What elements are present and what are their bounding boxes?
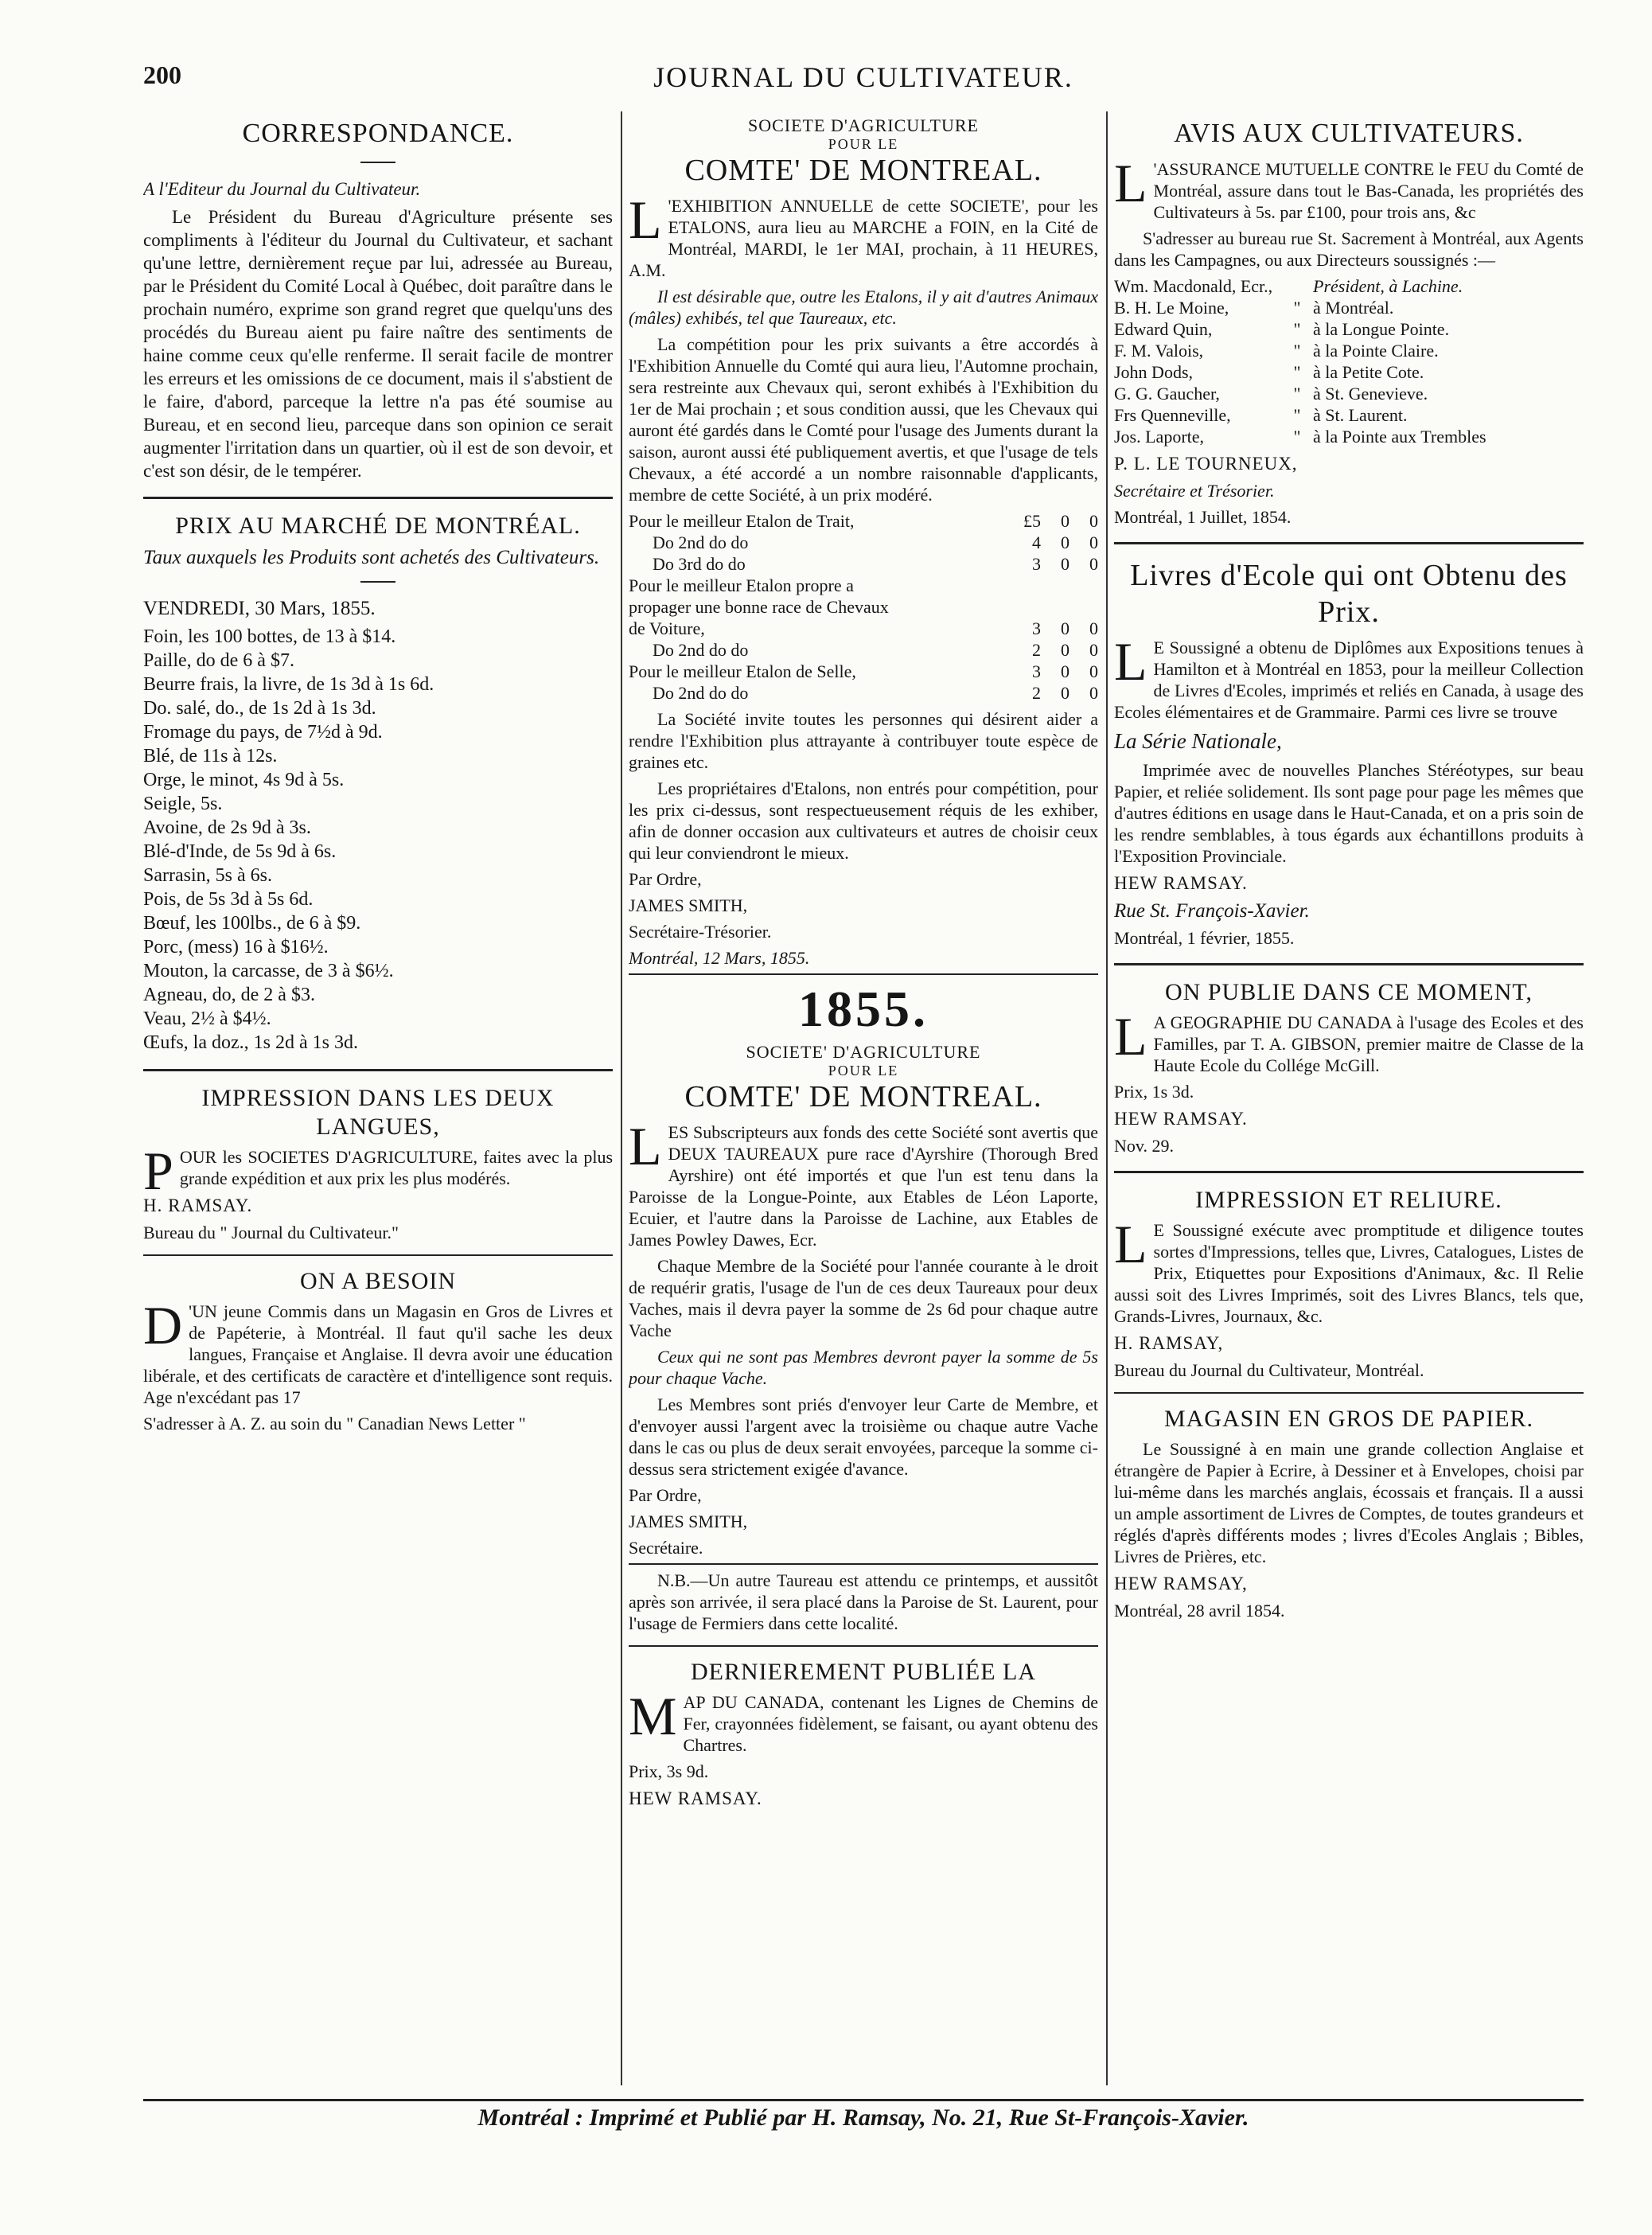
dash-divider	[360, 162, 395, 163]
prize-shillings: 0	[1061, 511, 1070, 531]
signature: HEW RAMSAY.	[629, 1788, 762, 1808]
list-item	[1114, 318, 1584, 340]
notice-paragraph: Les propriétaires d'Etalons, non entrés pour compétition, pour les prix ci-dessus, sont respectueusement réquis de les exhiber, afin de donner occasion aux cultivateurs et autres de choisir ceux qui leur conviendront le mieux.	[629, 778, 1098, 863]
notice-paragraph: ES Subscripteurs aux fonds des cette Société sont avertis que DEUX TAUREAUX pure race d'Ayrshire (Thorough Bred Ayrshire) ont été importés et que l'un est tenu dans la Paroisse de la Longue-Pointe, aux Etables de Léon Laporte, Ecuier, et l'autre dans la Paroisse de Lachine, aux Etables de James Powley Dawes, Ecr.	[629, 1122, 1098, 1250]
signature: HEW RAMSAY,	[1114, 1574, 1248, 1593]
price-item: Porc, (mess) 16 à $16½.	[143, 937, 329, 958]
drop-cap: L	[1114, 153, 1147, 213]
ditto-mark: "	[1293, 405, 1301, 425]
address-line: Rue St. François-Xavier.	[1114, 900, 1310, 922]
printing-ad	[143, 1084, 613, 1243]
section-title: COMTE' DE MONTREAL.	[684, 154, 1042, 187]
ad-date: Montréal, 28 avril 1854.	[1114, 1601, 1285, 1621]
list-item	[1114, 297, 1584, 318]
section-title: PRIX AU MARCHÉ DE MONTRÉAL.	[175, 513, 581, 539]
section-separator	[629, 973, 1098, 975]
section-title: COMTE' DE MONTREAL.	[684, 1080, 1042, 1114]
director-place: à St. Laurent.	[1313, 405, 1408, 425]
bulls-notice	[629, 1042, 1098, 1634]
price-item: Foin, les 100 bottes, de 13 à $14.	[143, 626, 396, 647]
price-list	[143, 625, 613, 1055]
pour-le: POUR LE	[828, 1063, 899, 1078]
price-item: Orge, le minot, 4s 9d à 5s.	[143, 770, 345, 790]
prize-pounds: 4	[1032, 532, 1041, 552]
ditto-mark: "	[1293, 362, 1301, 382]
section-separator	[143, 1069, 613, 1071]
page-number: 200	[143, 60, 181, 89]
director-name: B. H. Le Moine,	[1114, 298, 1229, 318]
ad-body: Le Soussigné à en main une grande collection Anglaise et étrangère de Papier à Ecrire, à Dessiner et à Envelopes, choisi par lui-même dans les marchés anglais, écossais et français. Il a aussi un ample assortiment de Livres de Comptes, de toutes grandeurs et réglés d'après différents modes ; livres d'Ecoles Anglais ; Bibles, Livres de Prières, etc.	[1114, 1439, 1584, 1566]
price-item: Sarrasin, 5s à 6s.	[143, 865, 272, 886]
section-separator	[629, 1563, 1098, 1565]
fire-insurance-notice	[1114, 117, 1584, 528]
market-date: VENDREDI, 30 Mars, 1855.	[143, 598, 376, 619]
section-title: ON PUBLIE DANS CE MOMENT,	[1165, 979, 1533, 1005]
ad-body: OUR les SOCIETES D'AGRICULTURE, faites avec la plus grande expédition et aux prix les plus modérés.	[179, 1147, 613, 1188]
prize-pence: 0	[1089, 618, 1098, 638]
table-row	[629, 553, 1098, 575]
contact-line: S'adresser à A. Z. au soin du " Canadian News Letter "	[143, 1414, 526, 1433]
prize-table	[629, 510, 1098, 704]
ditto-mark: "	[1293, 384, 1301, 404]
director-place: à Montréal.	[1313, 298, 1394, 318]
drop-cap: L	[629, 189, 662, 250]
drop-cap: L	[1114, 1214, 1147, 1274]
price-item: Blé-d'Inde, de 5s 9d à 6s.	[143, 841, 337, 862]
column-left	[143, 115, 613, 2081]
list-item	[1114, 361, 1584, 383]
prize-label: Do 2nd do do	[653, 683, 749, 703]
drop-cap: P	[143, 1141, 173, 1201]
journal-title: JOURNAL DU CULTIVATEUR.	[653, 61, 1073, 93]
market-prices	[143, 512, 613, 1055]
directors-list	[1114, 275, 1584, 447]
series-title: La Série Nationale,	[1114, 729, 1282, 753]
drop-cap: D	[143, 1295, 183, 1355]
prize-pence: 0	[1089, 532, 1098, 552]
director-name: Frs Quenneville,	[1114, 405, 1231, 425]
section-title: ON A BESOIN	[299, 1268, 457, 1294]
ditto-mark: "	[1293, 427, 1301, 447]
prize-shillings: 0	[1061, 618, 1070, 638]
table-row	[629, 639, 1098, 661]
table-row	[629, 661, 1098, 682]
table-row	[629, 532, 1098, 553]
table-row	[629, 575, 1098, 639]
map-ad	[629, 1658, 1098, 1810]
clerk-wanted-ad	[143, 1267, 613, 1434]
par-ordre: Par Ordre,	[629, 869, 702, 889]
director-name: G. G. Gaucher,	[1114, 384, 1220, 404]
section-separator	[1114, 1171, 1584, 1173]
prize-pence: 0	[1089, 640, 1098, 660]
prize-pounds: 3	[1032, 618, 1041, 638]
section-separator	[1114, 542, 1584, 544]
drop-cap: L	[1114, 631, 1147, 692]
prize-pence: 0	[1089, 683, 1098, 703]
signature: P. L. LE TOURNEUX,	[1114, 454, 1298, 474]
list-item	[1114, 426, 1584, 447]
school-books-ad	[1114, 557, 1584, 949]
signature-title: Secrétaire et Trésorier.	[1114, 481, 1275, 501]
binding-ad	[1114, 1186, 1584, 1381]
signature: HEW RAMSAY.	[1114, 873, 1248, 893]
ad-body: Imprimée avec de nouvelles Planches Stéréotypes, sur beau Papier, et reliée solidement. Ils sont page pour page les mêmes que d'autres éditions en usage dans le Haut-Canada, et on a pris soin de les rendre semblables, à tous égards aux échantillons produits à l'Exposition Provinciale.	[1114, 760, 1584, 866]
dash-divider	[360, 581, 395, 583]
price-item: Mouton, la carcasse, de 3 à $6½.	[143, 961, 394, 981]
prize-pounds: £5	[1023, 511, 1041, 531]
office-line: Bureau du Journal du Cultivateur, Montréal.	[1114, 1360, 1424, 1380]
prize-pence: 0	[1089, 511, 1098, 531]
section-supertitle: SOCIETE' D'AGRICULTURE	[746, 1042, 981, 1062]
prize-pounds: 2	[1032, 683, 1041, 703]
notice-paragraph: Les Membres sont priés d'envoyer leur Carte de Membre, et d'envoyer aussi l'argent avec la troisième ou chaque autre Vache dans le cas ou plus de deux serait envoyées, parceque la somme ci-dessus sera strictement exigée d'avance.	[629, 1394, 1098, 1479]
ad-body: 'UN jeune Commis dans un Magasin en Gros de Livres et de Papéterie, à Montréal. Il faut qu'il sache les deux langues, Française et Anglaise. Il devra avoir une éducation libérale, et des certificats de caractère et d'intelligence sont requis. Age n'excédant pas 17	[143, 1301, 613, 1407]
signature-title: Secrétaire.	[629, 1538, 703, 1558]
ditto-mark: "	[1293, 319, 1301, 339]
prize-shillings: 0	[1061, 640, 1070, 660]
notice-paragraph: S'adresser au bureau rue St. Sacrement à Montréal, aux Agents dans les Campagnes, ou aux Directeurs soussignés :—	[1114, 228, 1584, 270]
price-item: Pois, de 5s 3d à 5s 6d.	[143, 889, 314, 910]
director-name: Jos. Laporte,	[1114, 427, 1205, 447]
address-line: A l'Editeur du Journal du Cultivateur.	[143, 179, 421, 199]
prize-label: Do 2nd do do	[653, 640, 749, 660]
director-place: Président, à Lachine.	[1313, 276, 1463, 296]
price-item: Agneau, do, de 2 à $3.	[143, 985, 315, 1005]
list-item	[1114, 383, 1584, 404]
section-title: IMPRESSION DANS LES DEUX LANGUES,	[201, 1085, 555, 1140]
ad-body: E Soussigné a obtenu de Diplômes aux Expositions tenues à Hamilton et à Montréal en 1853, pour la meilleur Collection de Livres d'Ecoles, imprimés et reliés en Canada, à usage des Ecoles élémentaires et de Grammaire. Parmi ces livre se trouve	[1114, 638, 1584, 722]
correspondance-article	[143, 117, 613, 482]
notice-paragraph: Ceux qui ne sont pas Membres devront payer la somme de 5s pour chaque Vache.	[629, 1347, 1098, 1388]
prize-label: Pour le meilleur Etalon de Selle,	[629, 661, 856, 681]
notice-paragraph: La Société invite toutes les personnes qui désirent aider a rendre l'Exhibition plus attrayante à contribuyer toute espèce de graines etc.	[629, 709, 1098, 772]
imprint-line: Montréal : Imprimé et Publié par H. Ramsay, No. 21, Rue St-François-Xavier.	[477, 2104, 1249, 2131]
notice-paragraph: Il est désirable que, outre les Etalons, il y ait d'autres Animaux (mâles) exhibés, tel que Taureaux, etc.	[629, 287, 1098, 328]
column-divider	[1106, 111, 1108, 2085]
price-item: Beurre frais, la livre, de 1s 3d à 1s 6d.	[143, 674, 434, 695]
list-item	[1114, 340, 1584, 361]
prize-label: Pour le meilleur Etalon de Trait,	[629, 511, 855, 531]
ad-date: Montréal, 1 février, 1855.	[1114, 928, 1295, 948]
table-row	[629, 682, 1098, 704]
prize-shillings: 0	[1061, 683, 1070, 703]
section-separator	[143, 1254, 613, 1256]
geography-book-ad	[1114, 978, 1584, 1157]
signature: H. RAMSAY.	[143, 1196, 253, 1215]
column-middle	[629, 115, 1098, 2081]
column-divider	[621, 111, 622, 2085]
page-header	[143, 56, 1584, 103]
drop-cap: M	[629, 1686, 677, 1746]
director-place: à la Petite Cote.	[1313, 362, 1424, 382]
signature: H. RAMSAY,	[1114, 1333, 1224, 1353]
section-separator	[629, 1645, 1098, 1647]
drop-cap: L	[1114, 1006, 1147, 1067]
drop-cap: L	[629, 1116, 662, 1176]
list-item	[1114, 404, 1584, 426]
prize-shillings: 0	[1061, 554, 1070, 574]
signature: JAMES SMITH,	[629, 1511, 748, 1531]
signature: HEW RAMSAY.	[1114, 1109, 1248, 1129]
prize-label: Do 3rd do do	[653, 554, 746, 574]
price-item: Seigle, 5s.	[143, 794, 223, 814]
prize-pounds: 3	[1032, 554, 1041, 574]
notice-paragraph: Chaque Membre de la Société pour l'année courante à le droit de requérir gratis, l'usage de l'un de ces deux Taureaux pour deux Vaches, mais il devra payer la somme de 2s 6d pour chaque autre Vache	[629, 1256, 1098, 1340]
notice-date: Montréal, 1 Juillet, 1854.	[1114, 507, 1292, 527]
director-name: F. M. Valois,	[1114, 341, 1204, 361]
prize-shillings: 0	[1061, 661, 1070, 681]
section-title: DERNIEREMENT PUBLIÉE LA	[690, 1659, 1037, 1685]
ditto-mark: "	[1293, 298, 1301, 318]
section-title: CORRESPONDANCE.	[242, 119, 514, 148]
prize-label: Do 2nd do do	[653, 532, 749, 552]
article-body: Le Président du Bureau d'Agriculture présente ses compliments à l'éditeur du Journal du Cultivateur, et sachant qu'une lettre, dernièrement reçue par lui, adressée au Bureau, par le Président du Comité Local à Québec, doit paraître dans le prochain numéro, exprime son grand regret que quelqu'uns des procédés du Bureau aient pu faire naître des sentiments de haine comme ceux qu'elle renferme. Il serait facile de montrer les erreurs et les omissions de ce document, mais il s'abstient de le faire, d'abord, parceque la lettre n'a pas été soumise au Bureau, et en second lieu, parceque dans son opinion ce serait augmenter l'irritation dans un quartier, où il est de son devoir, et c'est son désir, de le tempérer.	[143, 207, 613, 481]
pour-le: POUR LE	[828, 136, 899, 152]
director-name: Edward Quin,	[1114, 319, 1213, 339]
ad-date: Nov. 29.	[1114, 1136, 1174, 1156]
prize-pence: 0	[1089, 661, 1098, 681]
signature-title: Secrétaire-Trésorier.	[629, 922, 772, 942]
notice-paragraph: La compétition pour les prix suivants a être accordés à l'Exhibition Annuelle du Comté qui aura lieu, l'Automne prochain, sera restreinte aux Chevaux qui, seront exhibés à l'Exhibition du 1er de Mai prochain ; et sous condition aussi, que les Chevaux qui auront été gardés dans le Comté pour l'usage des Juments durant la saison, auront aussi été publiquement avertis, et que l'usage de tels Chevaux, a été accordé a un nombre raisonnable d'applicants, membre de cette Société, à un prix modéré.	[629, 334, 1098, 505]
director-name: Wm. Macdonald, Ecr.,	[1114, 276, 1273, 296]
price-item: Veau, 2½ à $4½.	[143, 1008, 271, 1029]
notice-paragraph: 'ASSURANCE MUTUELLE CONTRE le FEU du Comté de Montréal, assure dans tout le Bas-Canada, les propriétés des Cultivateurs à 5s. par £100, pour trois ans, &c	[1153, 159, 1584, 222]
price-item: Do. salé, do., de 1s 2d à 1s 3d.	[143, 698, 376, 719]
section-subtitle: Taux auxquels les Produits sont achetés des Cultivateurs.	[143, 547, 600, 568]
director-place: à la Pointe aux Trembles	[1313, 427, 1486, 447]
price-item: Bœuf, les 100lbs., de 6 à $9.	[143, 913, 361, 934]
price-line: Prix, 3s 9d.	[629, 1761, 709, 1781]
prize-pence: 0	[1089, 554, 1098, 574]
stallion-exhibition-notice	[629, 115, 1098, 969]
ad-body: E Soussigné exécute avec promptitude et diligence toutes sortes d'Impressions, telles que, Livres, Catalogues, Listes de Prix, Etiquettes pour Expositions d'Animaux, &c. Il Relie aussi soit des Livres Imprimés, soit des Livres Blancs, tels que, Grands-Livres, Journaux, &c.	[1114, 1220, 1584, 1326]
price-line: Prix, 1s 3d.	[1114, 1082, 1194, 1102]
section-title: IMPRESSION ET RELIURE.	[1195, 1187, 1502, 1213]
page-footer	[143, 2099, 1584, 2133]
director-name: John Dods,	[1114, 362, 1194, 382]
price-item: Blé, de 11s à 12s.	[143, 746, 278, 766]
nb-paragraph: N.B.—Un autre Taureau est attendu ce printemps, et aussitôt après son arrivée, il sera placé dans la Paroise de St. Laurent, pour l'usage de Fermiers dans cette localité.	[629, 1570, 1098, 1633]
signature: JAMES SMITH,	[629, 895, 748, 915]
notice-date: Montréal, 12 Mars, 1855.	[629, 948, 810, 968]
price-item: Fromage du pays, de 7½d à 9d.	[143, 722, 383, 743]
prize-pounds: 2	[1032, 640, 1041, 660]
prize-pounds: 3	[1032, 661, 1041, 681]
table-row	[629, 510, 1098, 532]
notice-paragraph: 'EXHIBITION ANNUELLE de cette SOCIETE', pour les ETALONS, aura lieu au MARCHE a FOIN, en la Cité de Montréal, MARDI, le 1er MAI, prochain, à 11 HEURES, A.M.	[629, 196, 1098, 280]
director-place: à la Pointe Claire.	[1313, 341, 1439, 361]
prize-shillings: 0	[1061, 532, 1070, 552]
price-item: Œufs, la doz., 1s 2d à 1s 3d.	[143, 1032, 358, 1053]
section-title: AVIS AUX CULTIVATEURS.	[1174, 119, 1524, 148]
director-place: à la Longue Pointe.	[1313, 319, 1450, 339]
price-item: Avoine, de 2s 9d à 3s.	[143, 817, 311, 838]
section-separator	[143, 497, 613, 499]
section-separator	[1114, 1392, 1584, 1394]
section-title: Livres d'Ecole qui ont Obtenu des Prix.	[1130, 559, 1568, 629]
price-item: Paille, do de 6 à $7.	[143, 650, 294, 671]
section-supertitle: SOCIETE D'AGRICULTURE	[748, 115, 979, 135]
ditto-mark: "	[1293, 341, 1301, 361]
list-item	[1114, 275, 1584, 297]
par-ordre: Par Ordre,	[629, 1485, 702, 1505]
ad-body: A GEOGRAPHIE DU CANADA à l'usage des Ecoles et des Familles, par T. A. GIBSON, premier maitre de Classe de la Haute Ecole du Collége McGill.	[1153, 1012, 1584, 1075]
year-heading: 1855.	[798, 981, 929, 1037]
director-place: à St. Genevieve.	[1313, 384, 1428, 404]
office-line: Bureau du " Journal du Cultivateur."	[143, 1223, 399, 1242]
column-right	[1114, 115, 1584, 2081]
paper-warehouse-ad	[1114, 1405, 1584, 1621]
section-title: MAGASIN EN GROS DE PAPIER.	[1163, 1406, 1534, 1432]
prize-label: Pour le meilleur Etalon propre a propager une bonne race de Chevaux de Voiture,	[629, 575, 889, 638]
ad-body: AP DU CANADA, contenant les Lignes de Chemins de Fer, crayonnées fidèlement, se faisant, ou ayant obtenu des Chartres.	[683, 1692, 1098, 1755]
section-separator	[1114, 963, 1584, 965]
